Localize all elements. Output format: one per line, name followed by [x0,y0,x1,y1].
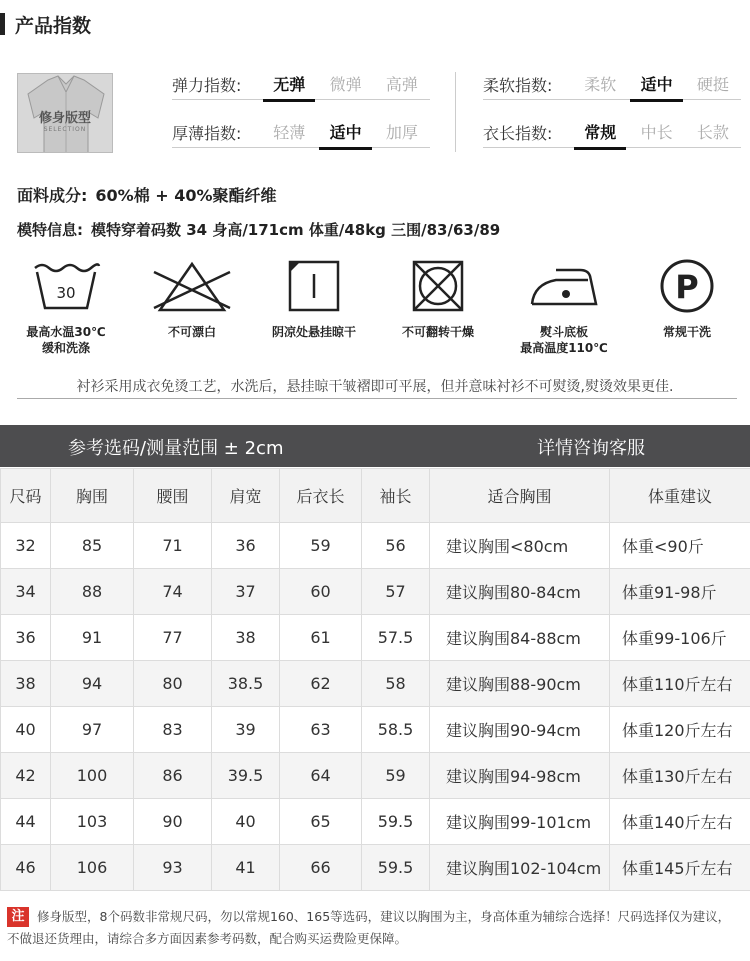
column-header: 后衣长 [280,469,362,523]
index-option: 适中 [317,118,373,148]
note-badge: 注 [7,907,29,927]
care-caption: 不可翻转干燥 [401,325,474,339]
model-label: 模特信息: [17,221,83,239]
fit-thumbnail [17,73,113,153]
note-text: 修身版型，8个码数非常规尺码，勿以常规160、165等选码，建议以胸围为主，身高体重为辅综合选择！尺码选择仅为建议，不做退还货理由，请综合多方面因素参考码数，配合购买运费险更保障。 [7,909,731,946]
index-key: 厚薄指数: [172,124,242,143]
no-bleach-icon [150,258,234,314]
table-row: 36 91 77 38 61 57.5 建议胸围84-88cm 体重99-106斤 [1,615,750,661]
table-row: 46 106 93 41 66 59.5 建议胸围102-104cm 体重145斤左右 [1,845,750,891]
index-option: 柔软 [584,74,617,94]
care-bleach [136,258,248,340]
index-option: 中长 [640,122,673,142]
index-row-softness [483,70,741,100]
index-option: 加厚 [385,122,418,142]
fabric-label: 面料成分: [17,186,88,205]
care-caption: 常规干洗 [662,325,711,339]
index-option: 硬挺 [696,74,729,94]
wash-temp-label: 30 [56,284,76,302]
size-table-banner [0,425,750,467]
model-value: 模特穿着码数 34 身高/171cm 体重/48kg 三围/83/63/89 [91,221,501,239]
column-header: 肩宽 [212,469,280,523]
table-row: 42 100 86 39.5 64 59 建议胸围94-98cm 体重130斤左右 [1,753,750,799]
care-dry [258,258,370,340]
index-key: 柔软指数: [483,76,553,95]
section-header [0,10,91,38]
page-title: 产品指数 [15,14,92,37]
care-caption: 熨斗底板 最高温度110℃ [520,325,608,355]
dry-clean-p-icon [657,258,717,314]
model-info [17,219,500,240]
fit-sub-label: SELECTION [43,126,87,133]
column-header: 腰围 [134,469,212,523]
table-row: 44 103 90 40 65 59.5 建议胸围99-101cm 体重140斤左右 [1,799,750,845]
index-option: 适中 [628,70,684,100]
table-row: 34 88 74 37 60 57 建议胸围80-84cm 体重91-98斤 [1,569,750,615]
index-option: 长款 [696,122,729,142]
footnote [7,906,742,950]
care-tumble [382,258,494,340]
index-option: 微弹 [329,74,362,94]
fabric-value: 60%棉 + 40%聚酯纤维 [95,186,277,205]
care-divider [17,398,737,399]
care-note: 衬衫采用成衣免烫工艺，水洗后，悬挂晾干皱褶即可平展，但并意味衬衫不可熨烫,熨烫效果更佳. [76,379,674,395]
care-caption: 最高水温30℃ 缓和洗涤 [26,325,106,355]
index-row-length [483,118,741,148]
no-tumble-dry-icon [408,258,468,314]
care-dryclean [631,258,743,340]
column-header: 适合胸围 [430,469,610,523]
column-header: 胸围 [51,469,134,523]
wash-30-icon [31,258,101,314]
care-caption: 不可漂白 [167,325,216,339]
table-row: 38 94 80 38.5 62 58 建议胸围88-90cm 体重110斤左右 [1,661,750,707]
care-iron [508,258,620,356]
index-divider [455,72,456,152]
column-header: 袖长 [362,469,430,523]
index-row-thickness [172,118,430,148]
iron-110-icon [526,258,602,314]
index-option: 无弹 [261,70,317,100]
index-option: 常规 [572,118,628,148]
table-row: 32 85 71 36 59 56 建议胸围<80cm 体重<90斤 [1,523,750,569]
index-option: 高弹 [385,74,418,94]
index-key: 衣长指数: [483,124,553,143]
table-row: 40 97 83 39 63 58.5 建议胸围90-94cm 体重120斤左右 [1,707,750,753]
care-caption: 阴凉处悬挂晾干 [271,325,356,339]
line-dry-shade-icon [284,258,344,314]
banner-left: 参考选码/测量范围 ± 2cm [68,438,284,459]
table-header-row [1,469,750,523]
fit-label: 修身版型 [38,111,91,126]
svg-text:P: P [675,268,699,306]
header-bar [0,13,5,35]
index-key: 弹力指数: [172,76,242,95]
index-option: 轻薄 [273,122,306,142]
fabric-info [17,183,277,206]
index-row-elasticity [172,70,430,100]
column-header: 体重建议 [610,469,750,523]
banner-right: 详情咨询客服 [537,438,645,459]
size-table [0,468,750,891]
care-wash [10,258,122,356]
column-header: 尺码 [1,469,51,523]
